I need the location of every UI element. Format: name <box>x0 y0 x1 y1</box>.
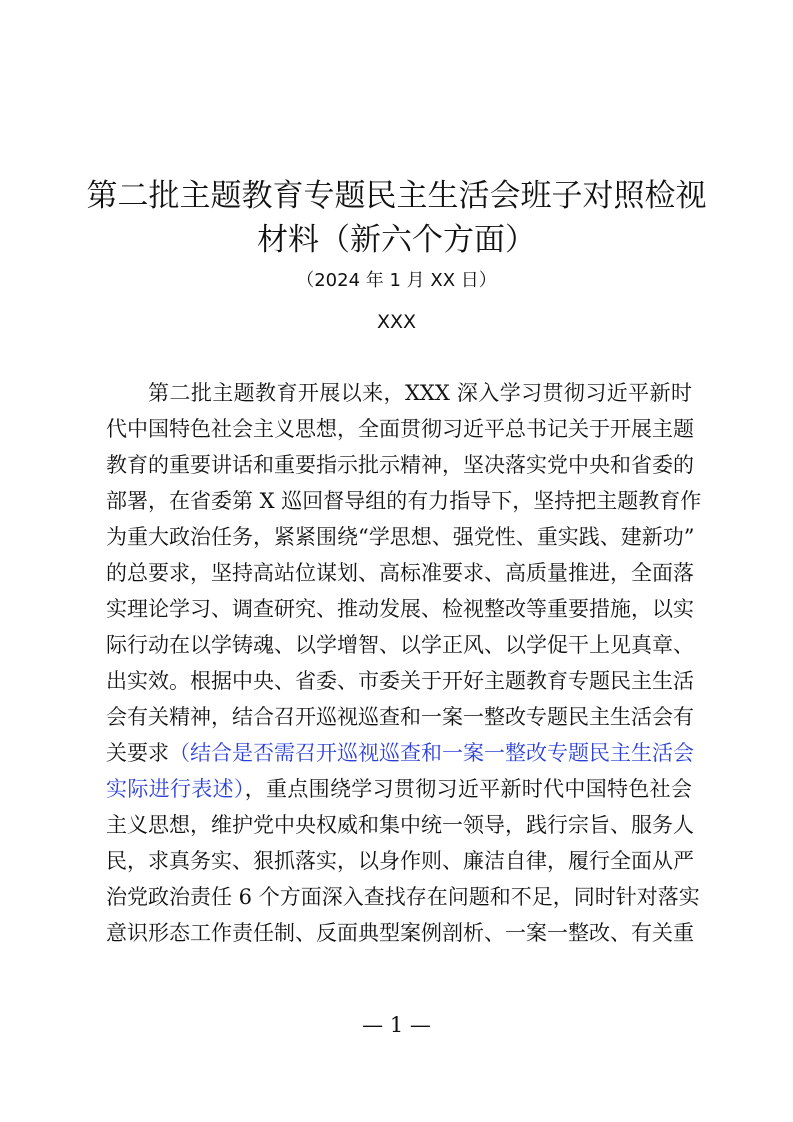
body-text-segment: ，重点围绕学习贯彻习近平新时代中国特色社会 <box>244 777 692 801</box>
document-author: XXX <box>376 311 417 333</box>
document-date: （2024 年 1 月 XX 日） <box>296 270 497 291</box>
body-line-4: 部署，在省委第 X 巡回督导组的有力指导下，坚持把主题教育作 <box>106 489 702 513</box>
annotation-note: 实际进行表述） <box>106 777 245 801</box>
body-line-16: 意识形态工作责任制、反面典型案例剖析、一案一整改、有关重 <box>106 921 694 945</box>
body-line-13: 主义思想，维护党中央权威和集中统一领导，践行宗旨、服务人 <box>106 813 694 837</box>
body-line-3: 教育的重要讲话和重要指示批示精神，坚决落实党中央和省委的 <box>106 453 694 477</box>
body-line-6: 的总要求，坚持高站位谋划、高标准要求、高质量推进，全面落 <box>106 561 694 585</box>
body-line-2: 代中国特色社会主义思想，全面贯彻习近平总书记关于开展主题 <box>106 417 694 441</box>
body-line-1: 第二批主题教育开展以来，XXX 深入学习贯彻习近平新时 <box>148 381 692 405</box>
document-title-line-1: 第二批主题教育专题民主生活会班子对照检视 <box>86 178 707 214</box>
annotation-note: （结合是否需召开巡视巡查和一案一整改专题民主生活会 <box>169 741 694 765</box>
document-title-line-2: 材料（新六个方面） <box>257 222 536 258</box>
body-line-10: 会有关精神，结合召开巡视巡查和一案一整改专题民主生活会有 <box>106 705 694 729</box>
page-number: — 1 — <box>362 1013 431 1037</box>
body-text-segment: 关要求 <box>106 741 169 765</box>
body-line-7: 实理论学习、调查研究、推动发展、检视整改等重要措施，以实 <box>106 597 694 621</box>
body-line-12 <box>106 774 692 804</box>
body-line-15: 治党政治责任 6 个方面深入查找存在问题和不足，同时针对落实 <box>106 885 700 909</box>
body-line-11 <box>106 738 692 768</box>
body-line-9: 出实效。根据中央、省委、市委关于开好主题教育专题民主生活 <box>106 669 694 693</box>
body-line-14: 民，求真务实、狠抓落实，以身作则、廉洁自律，履行全面从严 <box>106 849 694 873</box>
body-line-5: 为重大政治任务，紧紧围绕“学思想、强党性、重实践、建新功” <box>106 525 695 549</box>
body-line-8: 际行动在以学铸魂、以学增智、以学正风、以学促干上见真章、 <box>106 633 694 657</box>
